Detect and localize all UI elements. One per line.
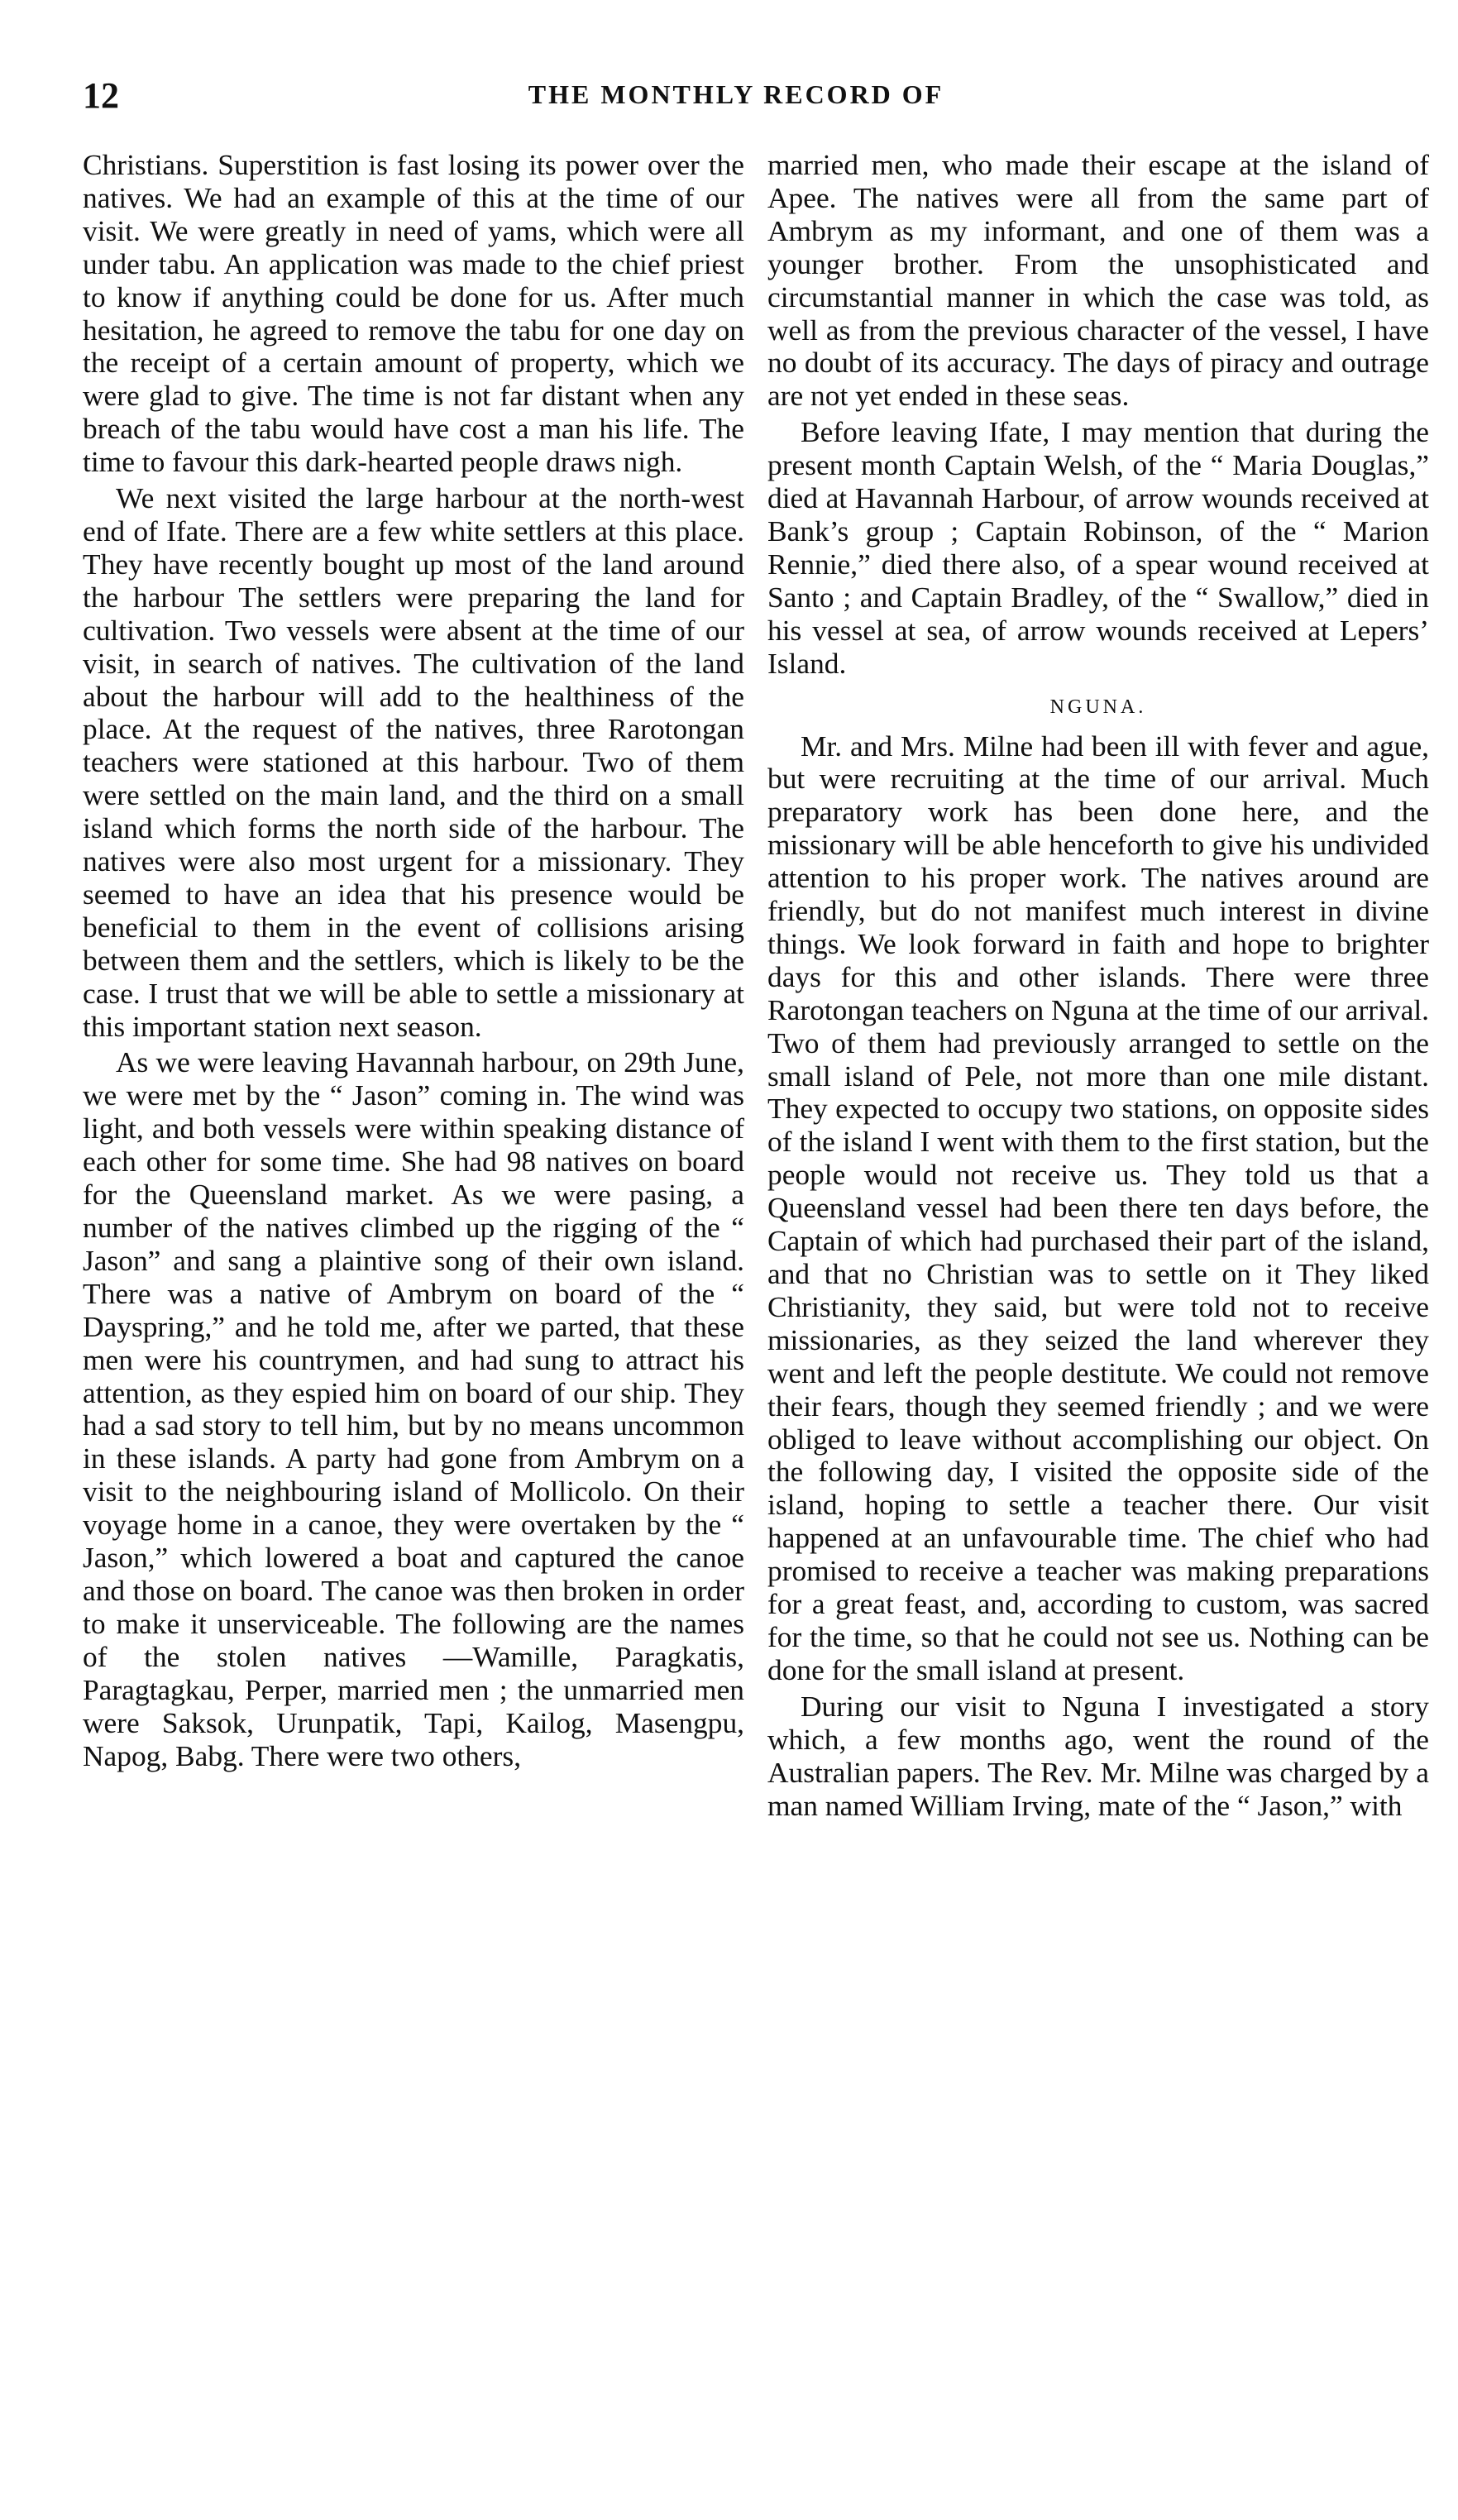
paragraph: Mr. and Mrs. Milne had been ill with fever and ague, but were recruiting at the time of our arrival. Much preparatory work has been done here, and the missionary will be able henceforth to give his undivided attention to his proper work. The natives around are friendly, but do not manifest much interest in divine things. We look forward in faith and hope to brighter days for this and other islands. There were three Rarotongan teachers on Nguna at the time of our arrival. Two of them had previously arranged to settle on the small island of Pele, not more than one mile distant. They expected to occupy two stations, on opposite sides of the island I went with them to the first station, but the people would not receive us. They told us that a Queensland vessel had been there ten days before, the Captain of which had purchased their part of the island, and that no Christian was to settle on it They liked Christianity, they said, but were told not to receive missionaries, as they seized the land wherever they went and left the people destitute. We could not remove their fears, though they seemed friendly ; and we were obliged to leave without accomplishing our object. On the following day, I visited the opposite side of the island, hoping to settle a teacher there. Our visit happened at an unfavourable time. The chief who had promised to receive a teacher was making preparations for a great feast, and, according to custom, was sacred for the time, so that he could not see us. Nothing can be done for the small island at present. [767,729,1429,1686]
paragraph: married men, who made their escape at the island of Apee. The natives were all from the same part of Ambrym as my informant, and one of them was a younger brother. From the unsophisticated and circumstantial manner in which the case was told, as well as from the previous character of the vessel, I have no doubt of its accuracy. The days of piracy and outrage are not yet ended in these seas. [767,148,1429,413]
paragraph: As we were leaving Havannah harbour, on 29th June, we were met by the “ Jason” coming in. The wind was light, and both vessels were within speaking distance of each other for some time. She had 98 natives on board for the Queensland market. As we were pasing, a number of the natives climbed up the rigging of the “ Jason” and sang a plaintive song of their own island. There was a native of Ambrym on board of the “ Dayspring,” and he told me, after we parted, that these men were his countrymen, and had sung to attract his attention, as they espied him on board of our ship. They had a sad story to tell him, but by no means uncommon in these islands. A party had gone from Ambrym on a visit to the neighbouring island of Mollicolo. On their voyage home in a canoe, they were overtaken by the “ Jason,” which lowered a boat and captured the canoe and those on board. The canoe was then broken in order to make it unserviceable. The following are the names of the stolen natives —Wamille, Paragkatis, Paragtagkau, Perper, married men ; the unmarried men were Saksok, Urunpatik, Tapi, Kailog, Masengpu, Napog, Babg. There were two others, [83,1045,744,1772]
paragraph: During our visit to Nguna I investigated a story which, a few months ago, went the round of the Australian papers. The Rev. Mr. Milne was charged by a man named William Irving, mate of the “ Jason,” with [767,1689,1429,1822]
paragraph: We next visited the large harbour at the north-west end of Ifate. There are a few white settlers at this place. They have recently bought up most of the land around the harbour The settlers were preparing the land for cultivation. Two vessels were absent at the time of our visit, in search of natives. The cultivation of the land about the harbour will add to the healthiness of the place. At the request of the natives, three Rarotongan teachers were stationed at this harbour. Two of them were settled on the main land, and the third on a small island which forms the north side of the harbour. The natives were also most urgent for a missionary. They seemed to have an idea that his presence would be beneficial to them in the event of collisions arising between them and the settlers, which is likely to be the case. I trust that we will be able to settle a missionary at this important station next season. [83,481,744,1043]
paragraph: Christians. Superstition is fast losing its power over the natives. We had an example of this at the time of our visit. We were greatly in need of yams, which were all under tabu. An application was made to the chief priest to know if anything could be done for us. After much hesitation, he agreed to remove the tabu for one day on the receipt of a certain amount of property, which we were glad to give. The time is not far distant when any breach of the tabu would have cost a man his life. The time to favour this dark-hearted people draws nigh. [83,148,744,479]
running-title: THE MONTHLY RECORD OF [528,79,944,109]
right-column [767,149,1429,1822]
page-header [83,74,1389,124]
left-column [83,149,744,1772]
section-heading: NGUNA. [1049,696,1147,718]
page-number: 12 [83,75,119,116]
paragraph: Before leaving Ifate, I may mention that during the present month Captain Welsh, of the “ Maria Douglas,” died at Havannah Harbour, of arrow wounds received at Bank’s group ; Captain Robinson, of the “ Marion Rennie,” died there also, of a spear wound received at Santo ; and Captain Bradley, of the “ Swallow,” died in his vessel at sea, of arrow wounds received at Lepers’ Island. [767,415,1429,680]
